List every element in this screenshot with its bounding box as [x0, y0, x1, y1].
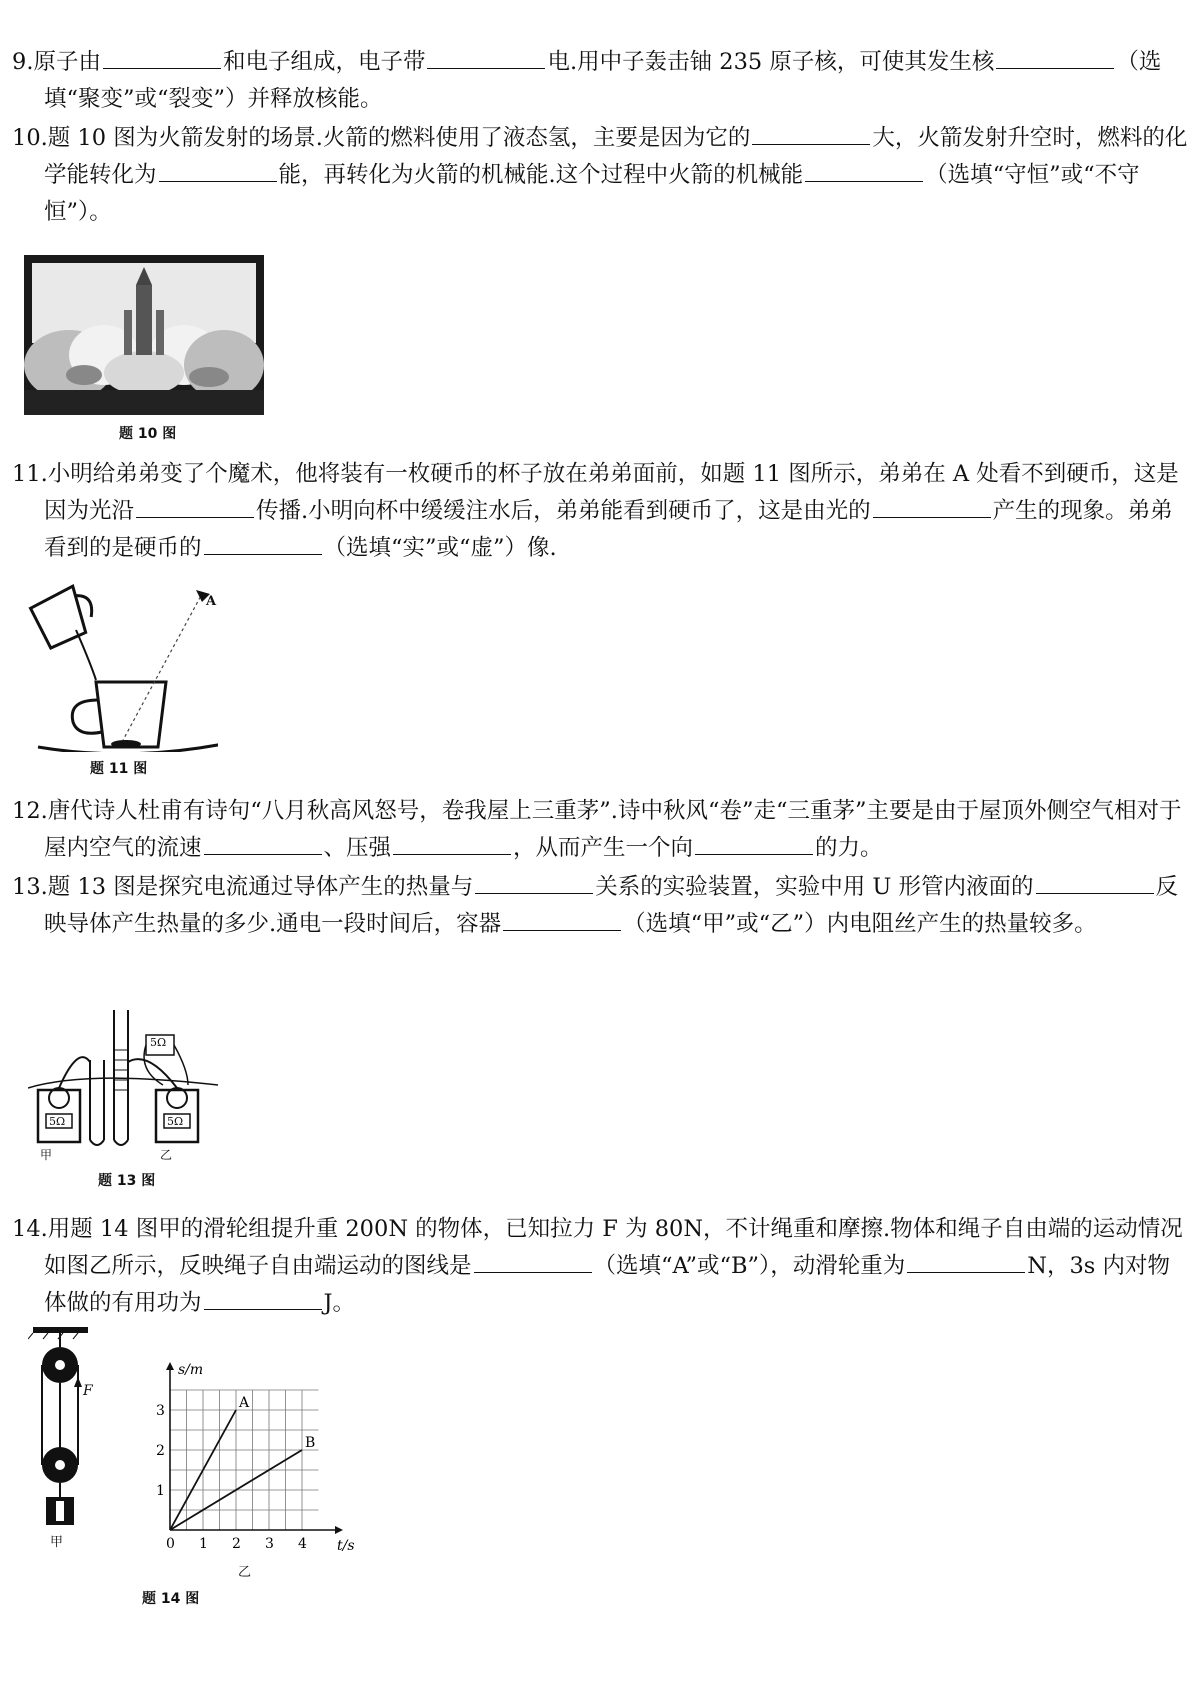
question-9	[12, 44, 1192, 118]
chart-axes	[166, 1362, 343, 1534]
figure-10	[24, 255, 264, 445]
q14-text-2: （选填“A”或“B”），动滑轮重为	[593, 1253, 906, 1279]
x-tick-label: 1	[199, 1536, 208, 1552]
q12-blank-1[interactable]	[204, 832, 322, 855]
eye-point-label: A	[206, 594, 217, 609]
x-axis-arrow	[335, 1526, 343, 1534]
q10-text-4: （选填“守恒”或“不守恒”）。	[44, 162, 1140, 225]
figure-14-yi-label: 乙	[238, 1565, 252, 1580]
q13-text-2: 关系的实验装置，实验中用 U 形管内液面的	[595, 874, 1034, 900]
q10-text-3: 能，再转化为火箭的机械能.这个过程中火箭的机械能	[278, 162, 804, 188]
figure-14-chart	[140, 1325, 360, 1595]
figure-11	[18, 572, 218, 782]
series-label-B: B	[305, 1435, 316, 1451]
y-axis-arrow	[166, 1362, 174, 1370]
figure-13	[28, 990, 228, 1195]
resistor-right-label: 5Ω	[167, 1115, 184, 1128]
q9-text-1: 9.原子由	[12, 49, 101, 75]
q11-text-4: （选填“实”或“虚”）像.	[323, 535, 557, 561]
y-tick-label: 2	[156, 1443, 165, 1459]
q14-text-3: N，3s 内对物体做的有用功为	[44, 1253, 1170, 1316]
y-tick-label: 3	[156, 1403, 165, 1419]
q9-blank-1[interactable]	[103, 46, 221, 69]
q14-blank-2[interactable]	[907, 1250, 1025, 1273]
q9-text-3: 电.用中子轰击铀 235 原子核，可使其发生核	[547, 49, 995, 75]
q10-blank-2[interactable]	[159, 159, 277, 182]
q9-text-2: 和电子组成，电子带	[222, 49, 426, 75]
q12-text-2: 、压强	[323, 835, 392, 861]
x-tick-label: 3	[265, 1536, 274, 1552]
q11-blank-2[interactable]	[873, 495, 991, 518]
chart-grid	[170, 1390, 319, 1530]
q12-blank-2[interactable]	[393, 832, 511, 855]
cup-coin-diagram	[18, 572, 218, 752]
figure-14-jia-label: 甲	[50, 1535, 64, 1550]
q10-blank-3[interactable]	[805, 159, 923, 182]
x-tick-label: 2	[232, 1536, 241, 1552]
question-13	[12, 869, 1192, 943]
q10-text-2: 大，火箭发射升空时，燃料的化学能转化为	[44, 125, 1188, 188]
resistor-left-label: 5Ω	[49, 1115, 66, 1128]
figure-13-caption: 题 13 图	[98, 1173, 156, 1189]
q14-text-1: 14.用题 14 图甲的滑轮组提升重 200N 的物体，已知拉力 F 为 80N，不计绳重和摩擦.物体和绳子自由端的运动情况如图乙所示，反映绳子自由端运动的图线是	[12, 1216, 1183, 1279]
heat-experiment-diagram	[28, 990, 228, 1160]
figure-14-pulley	[28, 1325, 98, 1555]
q11-text-3: 产生的现象。弟弟看到的是硬币的	[44, 498, 1173, 561]
figure-10-caption: 题 10 图	[119, 426, 177, 442]
x-axis-label: t/s	[337, 1538, 355, 1554]
q13-blank-2[interactable]	[1036, 871, 1154, 894]
container-jia-label: 甲	[40, 1148, 53, 1162]
pitcher-icon	[28, 583, 100, 651]
q14-blank-3[interactable]	[204, 1287, 322, 1310]
q10-blank-1[interactable]	[752, 122, 870, 145]
x-tick-label: 0	[166, 1536, 175, 1552]
x-tick-label: 4	[298, 1536, 307, 1552]
figure-11-caption: 题 11 图	[90, 761, 148, 777]
q11-text-1: 11.小明给弟弟变了个魔术，他将装有一枚硬币的杯子放在弟弟面前，如题 11 图所示，弟弟在 A 处看不到硬币，这是因为光沿	[12, 461, 1179, 524]
q11-text-2: 传播.小明向杯中缓缓注水后，弟弟能看到硬币了，这是由光的	[256, 498, 871, 524]
figure-14-caption: 题 14 图	[142, 1591, 200, 1607]
resistor-top-label: 5Ω	[150, 1036, 167, 1049]
q13-text-3: 反映导体产生热量的多少.通电一段时间后，容器	[44, 874, 1179, 937]
q11-blank-1[interactable]	[136, 495, 254, 518]
q12-text-4: 的力。	[815, 835, 883, 861]
question-12	[12, 793, 1192, 867]
q14-text-4: J。	[323, 1290, 356, 1316]
q13-text-1: 13.题 13 图是探究电流通过导体产生的热量与	[12, 874, 474, 900]
q13-text-4: （选填“甲”或“乙”）内电阻丝产生的热量较多。	[623, 911, 1097, 937]
y-axis-label: s/m	[178, 1362, 204, 1378]
q13-blank-3[interactable]	[503, 908, 621, 931]
q12-text-3: ，从而产生一个向	[513, 835, 694, 861]
force-label: F	[83, 1383, 93, 1399]
y-tick-label: 1	[156, 1483, 165, 1499]
series-label-A: A	[239, 1395, 250, 1411]
q10-text-1: 10.题 10 图为火箭发射的场景.火箭的燃料使用了液态氢，主要是因为它的	[12, 125, 751, 151]
pulley-system-diagram	[28, 1325, 98, 1535]
q11-blank-3[interactable]	[204, 532, 322, 555]
question-11	[12, 456, 1192, 567]
q12-text-1: 12.唐代诗人杜甫有诗句“八月秋高风怒号，卷我屋上三重茅”.诗中秋风“卷”走“三重茅”主要是由于屋顶外侧空气相对于屋内空气的流速	[12, 798, 1182, 861]
chart-ticks	[156, 1362, 355, 1554]
container-yi-label: 乙	[160, 1148, 173, 1162]
q9-blank-2[interactable]	[427, 46, 545, 69]
question-14	[12, 1211, 1192, 1322]
question-10	[12, 120, 1192, 231]
rocket-launch-image	[24, 255, 264, 415]
q9-blank-3[interactable]	[996, 46, 1114, 69]
q14-blank-1[interactable]	[474, 1250, 592, 1273]
q13-blank-1[interactable]	[475, 871, 593, 894]
q12-blank-3[interactable]	[695, 832, 813, 855]
q9-text-4: （选填“聚变”或“裂变”）并释放核能。	[44, 49, 1162, 112]
s-t-chart	[140, 1325, 360, 1565]
